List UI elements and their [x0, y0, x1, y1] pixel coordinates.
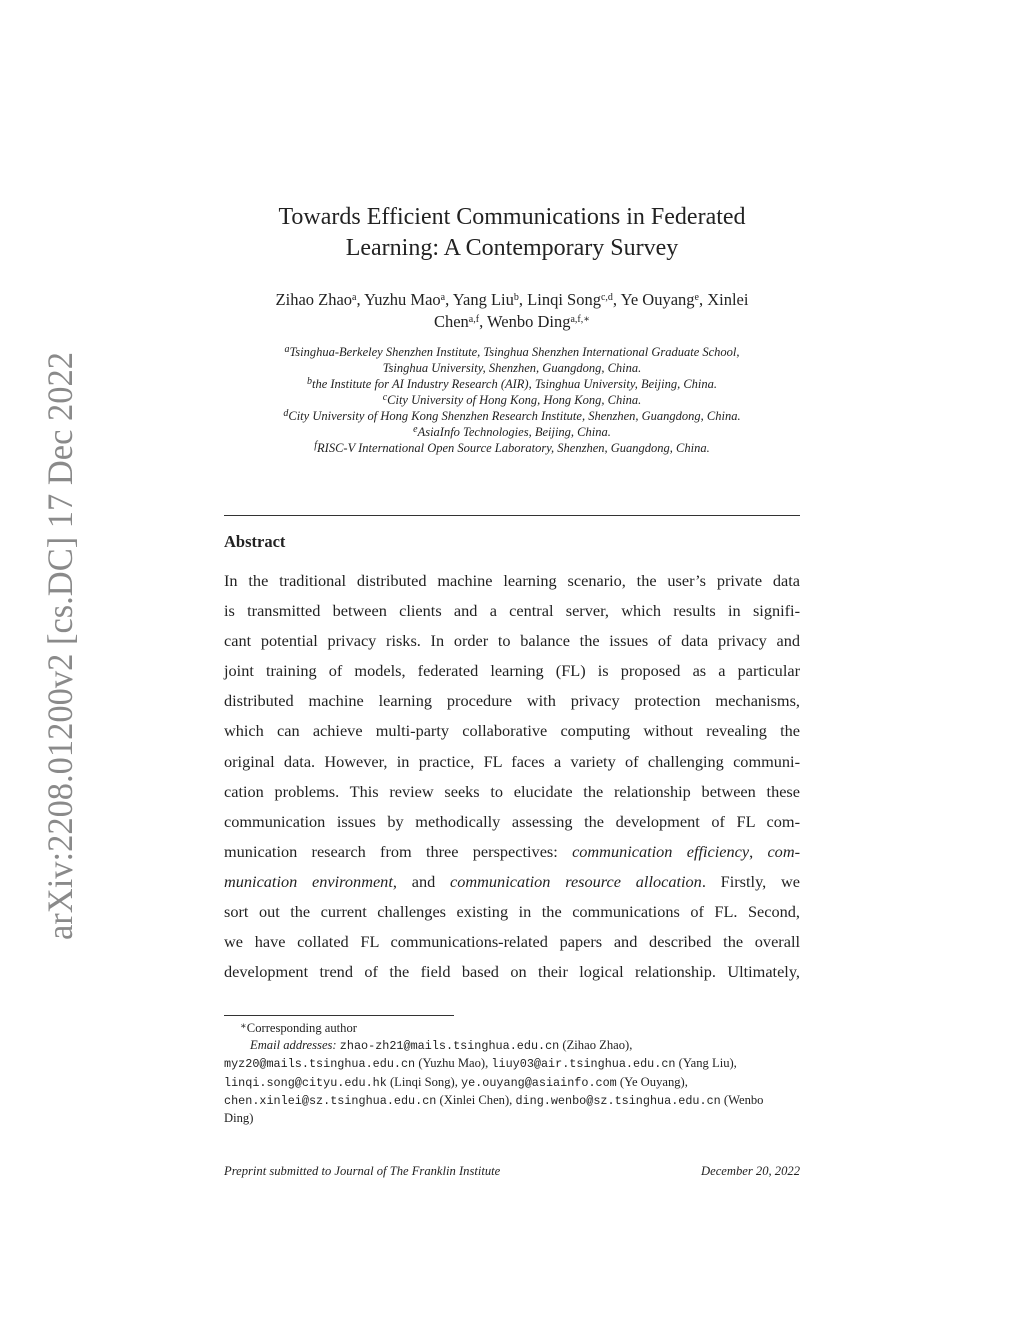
- corresponding-author-note: ∗Corresponding author: [240, 1021, 357, 1035]
- paper-title: [150, 202, 874, 264]
- abstract-line: we have collated FL communications-related papers and described the overall: [224, 932, 800, 952]
- abstract-line: cation problems. This review seeks to elucidate the relationship between these: [224, 781, 800, 801]
- email-link[interactable]: zhao-zh21@mails.tsinghua.edu.cn: [339, 1039, 560, 1054]
- email-link[interactable]: ding.wenbo@sz.tsinghua.edu.cn: [515, 1093, 721, 1108]
- author: Yuzhu Mao$^a$: [364, 290, 446, 309]
- author: Linqi Song$^{c,d}$: [527, 290, 613, 309]
- abstract-line: distributed machine learning procedure with privacy protection mechanisms,: [224, 691, 800, 711]
- email-link[interactable]: linqi.song@cityu.edu.hk: [224, 1075, 387, 1090]
- author: Zihao Zhao$^a$: [275, 290, 357, 309]
- author-list: Zihao Zhao$^a$, Yuzhu Mao$^a$, Yang Liu$^b$, Linqi Song$^{c,d}$, Ye Ouyang$^e$, Xinlei Chen$^{a,f}$, Wenbo Ding$^{a,f,∗}$: [275, 290, 749, 331]
- email-line: linqi.song@cityu.edu.hk (Linqi Song), ye.ouyang@asiainfo.com (Ye Ouyang),: [224, 1074, 688, 1090]
- affiliation-line: Tsinghua University, Shenzhen, Guangdong, China.: [382, 361, 642, 375]
- preprint-note: Preprint submitted to Journal of The Franklin Institute: [224, 1164, 501, 1178]
- preprint-date: December 20, 2022: [701, 1164, 800, 1178]
- email-line: Email addresses: zhao-zh21@mails.tsinghua.edu.cn (Zihao Zhao),: [250, 1038, 633, 1054]
- affiliation-line: $^e$AsiaInfo Technologies, Beijing, China.: [413, 424, 611, 439]
- affiliation-line: $^c$City University of Hong Kong, Hong Kong, China.: [382, 392, 642, 407]
- abstract-line: munication environment, and communication resource allocation. Firstly, we: [224, 871, 801, 891]
- arxiv-identifier-stamp: [36, 350, 78, 940]
- email-link[interactable]: ye.ouyang@asiainfo.com: [461, 1075, 617, 1090]
- title-line-2: Learning: A Contemporary Survey: [345, 235, 679, 261]
- abstract-line: joint training of models, federated learning (FL) is proposed as a particular: [224, 661, 800, 681]
- footnote: [224, 1020, 800, 1127]
- affiliation-line: $^a$Tsinghua-Berkeley Shenzhen Institute, Tsinghua Shenzhen International Graduate School,: [284, 344, 740, 359]
- abstract-line: munication research from three perspectives: communication efficiency, com-: [224, 841, 800, 861]
- abstract-line: original data. However, in practice, FL faces a variety of challenging communi-: [224, 751, 800, 771]
- footnote-rule: [224, 1015, 454, 1016]
- abstract-line: is transmitted between clients and a central server, which results in signifi-: [224, 601, 800, 621]
- author: Yang Liu$^b$: [452, 290, 519, 309]
- abstract-top-rule: [224, 515, 800, 516]
- affiliations: [150, 344, 874, 456]
- abstract-line: cant potential privacy risks. In order to balance the issues of data privacy and: [224, 631, 800, 651]
- arxiv-stamp-svg: [36, 350, 78, 940]
- abstract-body: [224, 566, 800, 987]
- abstract-line: sort out the current challenges existing in the communications of FL. Second,: [224, 902, 800, 922]
- abstract-heading: Abstract: [224, 532, 286, 551]
- affiliation-line: $^b$the Institute for AI Industry Research (AIR), Tsinghua University, Beijing, China.: [306, 376, 718, 391]
- arxiv-id-text: arXiv:2208.01200v2 [cs.DC] 17 Dec 2022: [40, 350, 78, 940]
- abstract-line: communication issues by methodically assessing the development of FL com-: [224, 811, 800, 831]
- email-link[interactable]: liuy03@air.tsinghua.edu.cn: [491, 1057, 676, 1072]
- author: Wenbo Ding$^{a,f,∗}$: [487, 312, 591, 331]
- email-link[interactable]: chen.xinlei@sz.tsinghua.edu.cn: [224, 1093, 437, 1108]
- abstract-line: In the traditional distributed machine learning scenario, the user’s private data: [224, 571, 800, 590]
- author: Chen$^{a,f}$: [433, 312, 480, 331]
- author: Ye Ouyang$^e$: [620, 290, 699, 309]
- abstract-line: development trend of the field based on their logical relationship. Ultimately,: [224, 962, 800, 982]
- email-line: myz20@mails.tsinghua.edu.cn (Yuzhu Mao), liuy03@air.tsinghua.edu.cn (Yang Liu),: [224, 1056, 737, 1072]
- email-line: chen.xinlei@sz.tsinghua.edu.cn (Xinlei Chen), ding.wenbo@sz.tsinghua.edu.cn (Wenbo: [224, 1092, 764, 1108]
- affiliation-line: $^f$RISC-V International Open Source Laboratory, Shenzhen, Guangdong, China.: [314, 440, 710, 455]
- email-link[interactable]: myz20@mails.tsinghua.edu.cn: [224, 1057, 416, 1072]
- title-line-1: Towards Efficient Communications in Federated: [278, 204, 746, 230]
- affiliation-line: $^d$City University of Hong Kong Shenzhen Research Institute, Shenzhen, Guangdong, China.: [283, 408, 741, 423]
- email-line-tail: Ding): [224, 1111, 254, 1126]
- abstract-line: which can achieve multi-party collaborative computing without revealing the: [224, 721, 800, 741]
